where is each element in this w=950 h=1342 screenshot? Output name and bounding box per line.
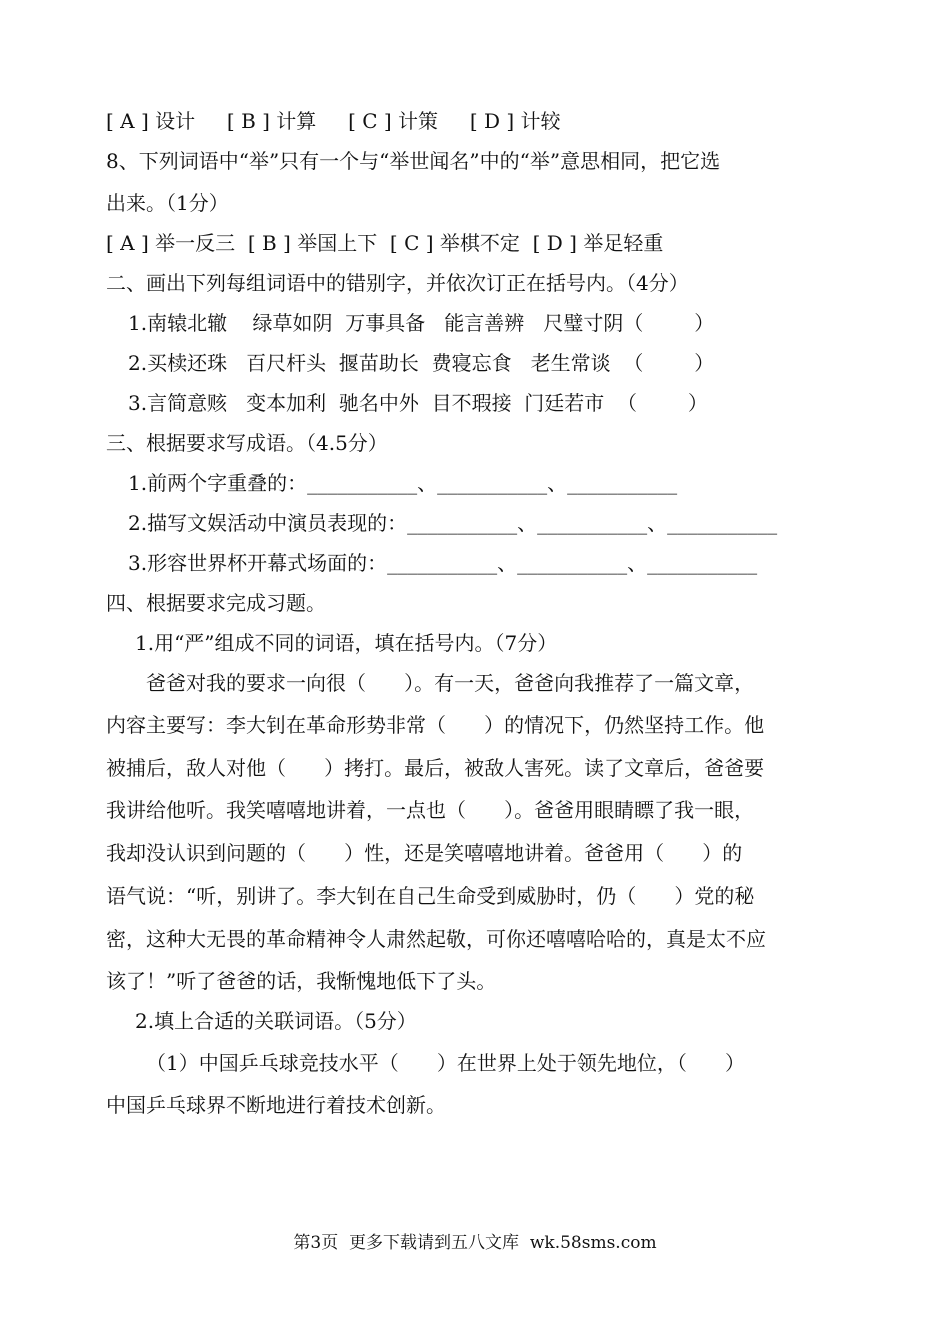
passage-line-6: 语气说：“听，别讲了。李大钊在自己生命受到威胁时，仍（ ）党的秘 bbox=[106, 884, 755, 908]
section-4-item-2: 2.填上合适的关联词语。（5分） bbox=[135, 1009, 417, 1033]
section-4-heading: 四、根据要求完成习题。 bbox=[106, 591, 326, 615]
passage-line-2: 内容主要写：李大钊在革命形势非常（ ）的情况下，仍然坚持工作。他 bbox=[106, 713, 765, 737]
passage-line-3: 被捕后，敌人对他（ ）拷打。最后，被敌人害死。读了文章后，爸爸要 bbox=[106, 756, 765, 780]
passage-line-1: 爸爸对我的要求一向很（ ）。有一天，爸爸向我推荐了一篇文章， bbox=[146, 671, 755, 695]
passage-line-8: 该了！”听了爸爸的话，我惭愧地低下了头。 bbox=[106, 969, 497, 993]
passage-line-4: 我讲给他听。我笑嘻嘻地讲着，一点也（ ）。爸爸用眼睛瞟了我一眼， bbox=[106, 798, 755, 822]
question-7-options: [ A ] 设计 [ B ] 计算 [ C ] 计策 [ D ] 计较 bbox=[106, 109, 561, 133]
section-4-item-2-q1: （1）中国乒乓球竞技水平（ ）在世界上处于领先地位，（ ） bbox=[146, 1051, 746, 1075]
section-4-item-1: 1.用“严”组成不同的词语，填在括号内。（7分） bbox=[135, 631, 558, 655]
section-3-item-2: 2.描写文娱活动中演员表现的：___________、___________、___________ bbox=[128, 511, 778, 535]
passage-line-5: 我却没认识到问题的（ ）性，还是笑嘻嘻地讲着。爸爸用（ ）的 bbox=[106, 841, 743, 865]
section-3-heading: 三、根据要求写成语。（4.5分） bbox=[106, 431, 388, 455]
section-4-item-2-q1-cont: 中国乒乓球界不断地进行着技术创新。 bbox=[106, 1093, 446, 1117]
question-8-text: 8、下列词语中“举”只有一个与“举世闻名”中的“举”意思相同，把它选 bbox=[106, 149, 721, 173]
passage-line-7: 密，这种大无畏的革命精神令人肃然起敬，可你还嘻嘻哈哈的，真是太不应 bbox=[106, 927, 766, 951]
page-footer: 第3页 更多下载请到五八文库 wk.58sms.com bbox=[293, 1233, 657, 1253]
section-2-item-3: 3.言简意赅 变本加利 驰名中外 目不瑕接 门廷若市 （ ） bbox=[128, 391, 708, 415]
section-2-heading: 二、画出下列每组词语中的错别字，并依次订正在括号内。（4分） bbox=[106, 271, 689, 295]
section-3-item-1: 1.前两个字重叠的：___________、___________、___________ bbox=[128, 471, 678, 495]
question-8-options: [ A ] 举一反三 [ B ] 举国上下 [ C ] 举棋不定 [ D ] 举足轻重 bbox=[106, 231, 664, 255]
section-2-item-2: 2.买椟还珠 百尺杆头 揠苗助长 费寝忘食 老生常谈 （ ） bbox=[128, 351, 715, 375]
question-8-text-cont: 出来。（1分） bbox=[106, 191, 229, 215]
section-3-item-3: 3.形容世界杯开幕式场面的：___________、___________、___________ bbox=[128, 551, 758, 575]
section-2-item-1: 1.南辕北辙 绿草如阴 万事具备 能言善辨 尺璧寸阴（ ） bbox=[128, 311, 715, 335]
